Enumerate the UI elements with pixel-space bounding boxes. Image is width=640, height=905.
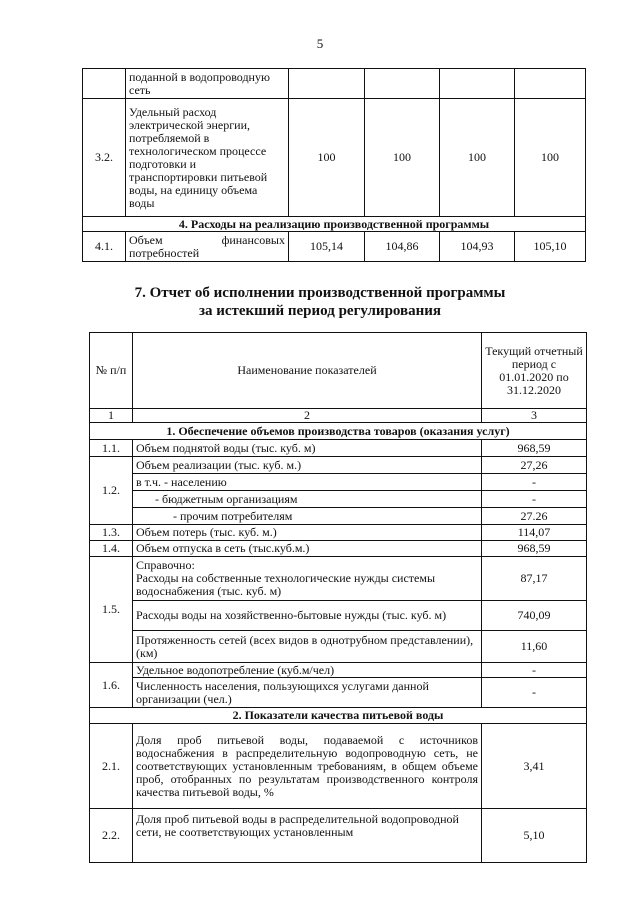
- row-name: Справочно: Расходы на собственные технологические нужды системы водоснабжения (тыс. куб. м): [133, 557, 482, 601]
- row-value: 5,10: [482, 809, 587, 863]
- row-number: 1.4.: [90, 541, 133, 557]
- row-text: поданной в водопроводную сеть: [126, 69, 289, 99]
- header-name: Наименование показателей: [133, 333, 482, 409]
- row-name: Доля проб питьевой воды, подаваемой с источников водоснабжения в распределительную водопроводную сеть, не соответствующих установленным требованиям, в общем объеме проб, отобранных по результатам производственного контроля качества питьевой воды, %: [133, 724, 482, 809]
- table-row: [90, 809, 587, 863]
- table-row: [90, 474, 587, 491]
- section-row: [83, 217, 586, 232]
- row-name: Объем поднятой воды (тыс. куб. м): [133, 440, 482, 457]
- production-program-table: [82, 68, 586, 262]
- page-number: 5: [316, 36, 324, 51]
- section-heading: 2. Показатели качества питьевой воды: [90, 708, 587, 724]
- row-value: 27,26: [482, 457, 587, 474]
- value-cell: 105,10: [515, 232, 586, 262]
- row-number: 1.3.: [90, 525, 133, 541]
- row-value: -: [482, 663, 587, 678]
- row-name: Доля проб питьевой воды в распределительной водопроводной сети, не соответствующих установленным: [133, 809, 482, 863]
- row-value: 968,59: [482, 440, 587, 457]
- row-number: 2.2.: [90, 809, 133, 863]
- row-value: 11,60: [482, 631, 587, 663]
- section-row: [90, 423, 587, 440]
- table-row: [90, 457, 587, 474]
- value-cell: 105,14: [289, 232, 365, 262]
- header-row: [90, 333, 587, 409]
- row-name: Протяженность сетей (всех видов в однотрубном представлении), (км): [133, 631, 482, 663]
- header-period: Текущий отчетный период с 01.01.2020 по 31.12.2020: [482, 333, 587, 409]
- col-num-2: 2: [133, 409, 482, 423]
- row-value: -: [482, 491, 587, 508]
- row-number: 2.1.: [90, 724, 133, 809]
- row-name: Объем отпуска в сеть (тыс.куб.м.): [133, 541, 482, 557]
- row-name: Расходы воды на хозяйственно-бытовые нужды (тыс. куб. м): [133, 601, 482, 631]
- row-text: Удельный расход электрической энергии, потребляемой в технологическом процессе подготовки и транспортировки питьевой воды, на единицу объема воды: [126, 99, 289, 217]
- row-name: Объем потерь (тыс. куб. м.): [133, 525, 482, 541]
- column-number-row: [90, 409, 587, 423]
- row-value: 740,09: [482, 601, 587, 631]
- table-row: [83, 99, 586, 217]
- row-number: 4.1.: [83, 232, 126, 262]
- table-row: [90, 601, 587, 631]
- row-name: в т.ч. - населению: [133, 474, 482, 491]
- table-row: [90, 525, 587, 541]
- row-name: Объем реализации (тыс. куб. м.): [133, 457, 482, 474]
- value-cell: 100: [289, 99, 365, 217]
- row-name: - прочим потребителям: [133, 508, 482, 525]
- row-name: Удельное водопотребление (куб.м/чел): [133, 663, 482, 678]
- section-title-line1: 7. Отчет об исполнении производственной программы: [134, 285, 506, 301]
- section-title-line2: за истекший период регулирования: [198, 303, 442, 319]
- row-value: -: [482, 474, 587, 491]
- row-value: 87,17: [482, 557, 587, 601]
- row-text: Объем финансовых потребностей: [126, 232, 289, 262]
- row-value: 968,59: [482, 541, 587, 557]
- header-num: № п/п: [90, 333, 133, 409]
- value-cell: 100: [365, 99, 440, 217]
- row-number: 3.2.: [83, 99, 126, 217]
- row-number: 1.6.: [90, 663, 133, 708]
- row-value: 3,41: [482, 724, 587, 809]
- table-row: [90, 678, 587, 708]
- table-row: [90, 440, 587, 457]
- value-cell: 104,93: [440, 232, 515, 262]
- row-number: 1.5.: [90, 557, 133, 663]
- table-row: [90, 663, 587, 678]
- table-row: [90, 724, 587, 809]
- row-number: 1.2.: [90, 457, 133, 525]
- report-table: [89, 332, 587, 863]
- section-heading: 4. Расходы на реализацию производственной программы: [83, 217, 586, 232]
- row-value: 27.26: [482, 508, 587, 525]
- table-row: [90, 557, 587, 601]
- section-row: [90, 708, 587, 724]
- table-row: [83, 69, 586, 99]
- value-cell: 100: [515, 99, 586, 217]
- table-row: [83, 232, 586, 262]
- value-cell: 104,86: [365, 232, 440, 262]
- col-num-3: 3: [482, 409, 587, 423]
- col-num-1: 1: [90, 409, 133, 423]
- row-value: 114,07: [482, 525, 587, 541]
- row-name: - бюджетным организациям: [133, 491, 482, 508]
- table-row: [90, 541, 587, 557]
- table-row: [90, 631, 587, 663]
- row-name: Численность населения, пользующихся услугами данной организации (чел.): [133, 678, 482, 708]
- row-value: -: [482, 678, 587, 708]
- row-number: 1.1.: [90, 440, 133, 457]
- table-row: [90, 491, 587, 508]
- value-cell: 100: [440, 99, 515, 217]
- table-row: [90, 508, 587, 525]
- section-heading: 1. Обеспечение объемов производства товаров (оказания услуг): [90, 423, 587, 440]
